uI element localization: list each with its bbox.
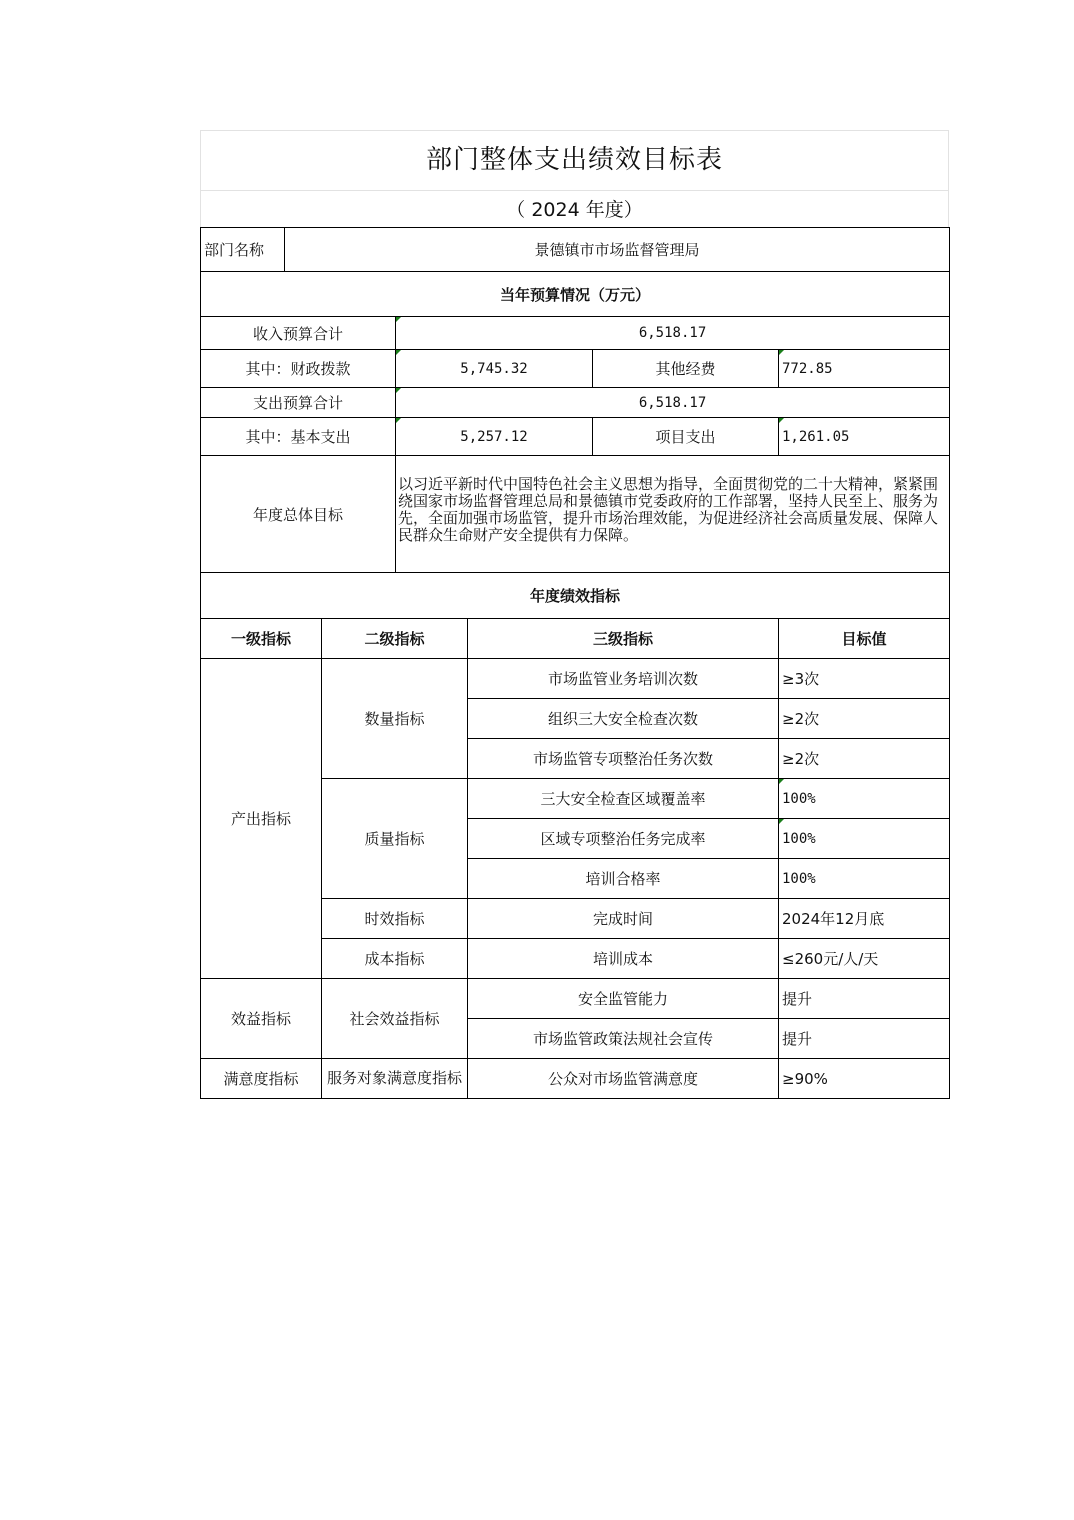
table-header-row [201,619,950,659]
column-header-target: 目标值 [779,619,950,659]
level2-social-benefit: 社会效益指标 [322,979,468,1059]
fiscal-label: 其中：财政拨款 [201,350,396,388]
target-cell: 2024年12月底 [779,899,950,939]
project-expense-label: 项目支出 [593,418,779,456]
indicator-cell: 公众对市场监管满意度 [468,1059,779,1099]
table-row [201,228,950,272]
target-cell: ≥90% [779,1059,950,1099]
project-expense-value: 1,261.05 [779,418,950,456]
income-total-value: 6,518.17 [396,317,950,350]
dept-name-label: 部门名称 [201,228,285,272]
target-cell: 100% [779,859,950,899]
indicator-cell: 三大安全检查区域覆盖率 [468,779,779,819]
target-cell: ≥3次 [779,659,950,699]
indicator-cell: 培训合格率 [468,859,779,899]
indicator-cell: 市场监管政策法规社会宣传 [468,1019,779,1059]
level2-quality: 质量指标 [322,779,468,899]
expense-total-label: 支出预算合计 [201,388,396,418]
table-row [201,272,950,317]
dept-name-value: 景德镇市市场监督管理局 [285,228,950,272]
table-row [201,388,950,418]
table-row [201,456,950,573]
level1-output: 产出指标 [201,659,322,979]
target-cell: 100% [779,779,950,819]
income-total-label: 收入预算合计 [201,317,396,350]
other-funds-label: 其他经费 [593,350,779,388]
table-row [201,659,950,699]
target-cell: 100% [779,819,950,859]
table-row [201,979,950,1019]
level2-timeliness: 时效指标 [322,899,468,939]
level2-service-satisfaction: 服务对象满意度指标 [322,1059,468,1099]
indicator-cell: 市场监管专项整治任务次数 [468,739,779,779]
column-header-level3: 三级指标 [468,619,779,659]
indicator-cell: 安全监管能力 [468,979,779,1019]
level2-cost: 成本指标 [322,939,468,979]
expense-total-value: 6,518.17 [396,388,950,418]
table-row [201,573,950,619]
column-header-level2: 二级指标 [322,619,468,659]
table-row [201,317,950,350]
indicator-cell: 市场监管业务培训次数 [468,659,779,699]
page-title: 部门整体支出绩效目标表 [201,131,948,191]
fiscal-value: 5,745.32 [396,350,593,388]
level1-satisfaction: 满意度指标 [201,1059,322,1099]
performance-table [200,227,950,1099]
indicator-cell: 区域专项整治任务完成率 [468,819,779,859]
annual-goal-text: 以习近平新时代中国特色社会主义思想为指导，全面贯彻党的二十大精神，紧紧围绕国家市场监督管理总局和景德镇市党委政府的工作部署，坚持人民至上、服务为先，全面加强市场监管，提升市场治理效能，为促进经济社会高质量发展、保障人民群众生命财产安全提供有力保障。 [396,456,950,573]
level1-benefit: 效益指标 [201,979,322,1059]
title-box [200,130,949,227]
target-cell: ≥2次 [779,699,950,739]
performance-sheet [200,130,949,1099]
table-row [201,1059,950,1099]
column-header-level1: 一级指标 [201,619,322,659]
target-cell: ≥2次 [779,739,950,779]
other-funds-value: 772.85 [779,350,950,388]
indicator-cell: 培训成本 [468,939,779,979]
target-cell: 提升 [779,1019,950,1059]
year-line: （ 2024 年度） [506,199,643,221]
basic-expense-label: 其中：基本支出 [201,418,396,456]
basic-expense-value: 5,257.12 [396,418,593,456]
target-cell: 提升 [779,979,950,1019]
table-row [201,350,950,388]
table-row [201,418,950,456]
budget-header: 当年预算情况（万元） [201,272,950,317]
level2-quantity: 数量指标 [322,659,468,779]
target-cell: ≤260元/人/天 [779,939,950,979]
indicator-cell: 完成时间 [468,899,779,939]
performance-header: 年度绩效指标 [201,573,950,619]
indicator-cell: 组织三大安全检查次数 [468,699,779,739]
annual-goal-label: 年度总体目标 [201,456,396,573]
